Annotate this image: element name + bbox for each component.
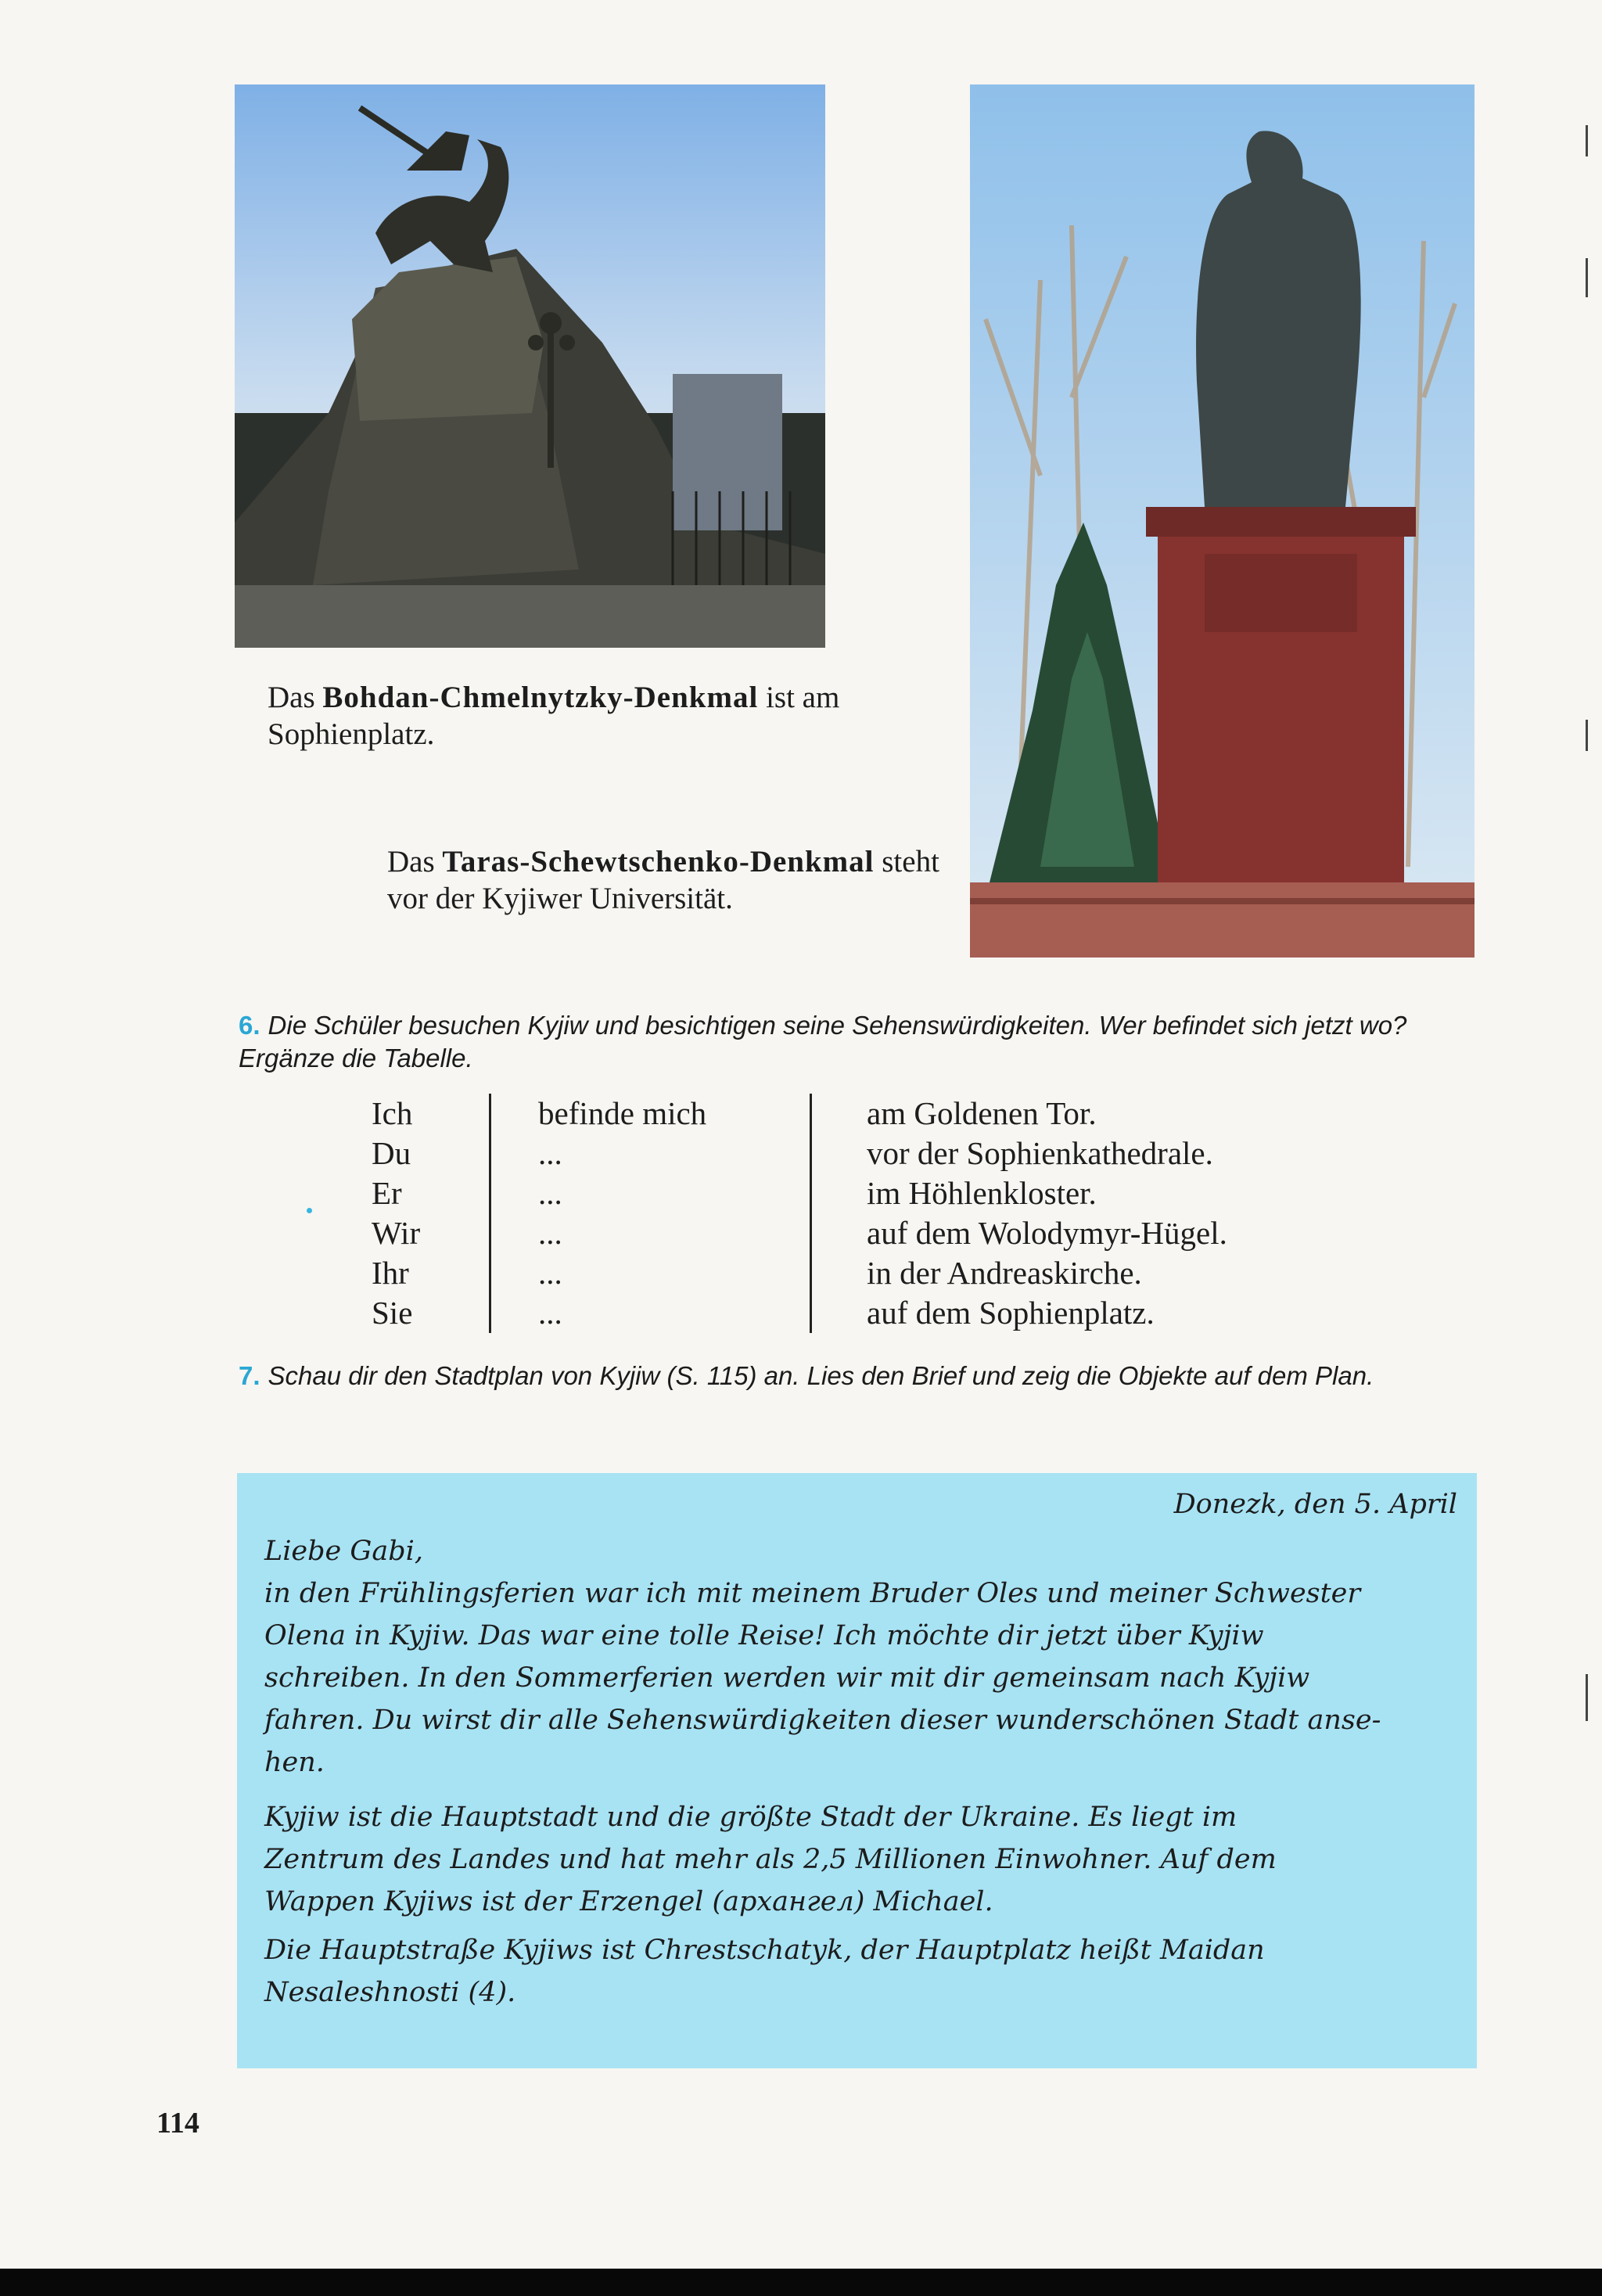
task-7-instruction bbox=[239, 1360, 1482, 1392]
verb-cell: ... bbox=[489, 1134, 810, 1173]
scan-edge-mark bbox=[1586, 1674, 1588, 1721]
pronoun-cell: Ich bbox=[372, 1095, 413, 1131]
letter-line: hen. bbox=[264, 1747, 325, 1778]
bohdan-monument-photo bbox=[235, 84, 825, 648]
pronoun-cell: Wir bbox=[372, 1215, 421, 1251]
letter-line: schreiben. In den Sommerferien werden wir mit dir gemeinsam nach Kyjiw bbox=[264, 1662, 1310, 1694]
page-number: 114 bbox=[156, 2107, 199, 2140]
pronoun-cell: Ihr bbox=[372, 1255, 409, 1291]
letter-line: Zentrum des Landes und hat mehr als 2,5 Millionen Einwohner. Auf dem bbox=[264, 1844, 1277, 1875]
pronoun-cell: Er bbox=[372, 1175, 402, 1211]
table-row bbox=[368, 1253, 1385, 1293]
place-cell: vor der Sophienkathedrale. bbox=[810, 1134, 1213, 1173]
taras-caption bbox=[387, 843, 946, 917]
table-row bbox=[368, 1173, 1385, 1213]
place-cell: in der Andreaskirche. bbox=[810, 1253, 1142, 1293]
bohdan-caption-pre: Das bbox=[268, 681, 323, 714]
scan-edge-mark bbox=[1586, 125, 1588, 156]
letter-line: Liebe Gabi, bbox=[264, 1536, 423, 1567]
letter-box bbox=[237, 1473, 1477, 2068]
task-6-text: Die Schüler besuchen Kyjiw und besichtigen seine Sehenswürdigkeiten. Wer befindet sich jetzt wo? Ergänze die Tabelle. bbox=[239, 1011, 1407, 1073]
table-row bbox=[368, 1094, 1385, 1134]
verb-cell: ... bbox=[489, 1293, 810, 1333]
task-7-number: 7. bbox=[239, 1361, 260, 1390]
letter-date: Donezk, den 5. April bbox=[1173, 1489, 1457, 1520]
letter-line: fahren. Du wirst dir alle Sehenswürdigkeiten dieser wunderschönen Stadt anse- bbox=[264, 1705, 1381, 1736]
table-row bbox=[368, 1293, 1385, 1333]
taras-caption-bold: Taras-Schewtschenko-Denkmal bbox=[442, 845, 875, 879]
place-cell: auf dem Wolodymyr-Hügel. bbox=[810, 1213, 1227, 1253]
task-7-text: Schau dir den Stadtplan von Kyjiw (S. 115) an. Lies den Brief und zeig die Objekte auf dem Plan. bbox=[268, 1361, 1374, 1390]
bohdan-caption-bold: Bohdan-Chmelnytzky-Denkmal bbox=[322, 681, 759, 714]
taras-monument-photo bbox=[970, 84, 1474, 958]
letter-line: in den Frühlingsferien war ich mit meinem Bruder Oles und meiner Schwester bbox=[264, 1578, 1361, 1609]
verb-cell: ... bbox=[489, 1253, 810, 1293]
verb-cell: ... bbox=[489, 1173, 810, 1213]
verb-cell: befinde mich bbox=[489, 1094, 810, 1134]
letter-line: Olena in Kyjiw. Das war eine tolle Reise! Ich möchte dir jetzt über Kyjiw bbox=[264, 1620, 1264, 1651]
scan-bottom-edge bbox=[0, 2269, 1602, 2296]
conjugation-table bbox=[368, 1094, 1385, 1333]
letter-line: Wappen Kyjiws ist der Erzengel (архангел) Michael. bbox=[264, 1886, 993, 1917]
task-6-number: 6. bbox=[239, 1011, 260, 1040]
place-cell: im Höhlenkloster. bbox=[810, 1173, 1097, 1213]
task-6-instruction bbox=[239, 1009, 1482, 1075]
table-row bbox=[368, 1134, 1385, 1173]
bohdan-caption-post: ist am Sophienplatz. bbox=[268, 681, 840, 751]
bohdan-caption bbox=[268, 679, 862, 753]
letter-line: Nesaleshnosti (4). bbox=[264, 1977, 516, 2008]
place-cell: am Goldenen Tor. bbox=[810, 1094, 1097, 1134]
pronoun-cell: Sie bbox=[372, 1295, 413, 1331]
pronoun-cell: Du bbox=[372, 1135, 411, 1171]
table-row bbox=[368, 1213, 1385, 1253]
verb-cell: ... bbox=[489, 1213, 810, 1253]
taras-caption-pre: Das bbox=[387, 845, 443, 879]
scan-edge-mark bbox=[1586, 720, 1588, 751]
bullet-dot bbox=[307, 1208, 312, 1213]
taras-caption-post: steht vor der Kyjiwer Universität. bbox=[387, 845, 939, 915]
scan-edge-mark bbox=[1586, 258, 1588, 297]
letter-line: Die Hauptstraße Kyjiws ist Chrestschatyk, der Hauptplatz heißt Maidan bbox=[264, 1935, 1265, 1966]
letter-line: Kyjiw ist die Hauptstadt und die größte Stadt der Ukraine. Es liegt im bbox=[264, 1802, 1237, 1833]
place-cell: auf dem Sophienplatz. bbox=[810, 1293, 1155, 1333]
